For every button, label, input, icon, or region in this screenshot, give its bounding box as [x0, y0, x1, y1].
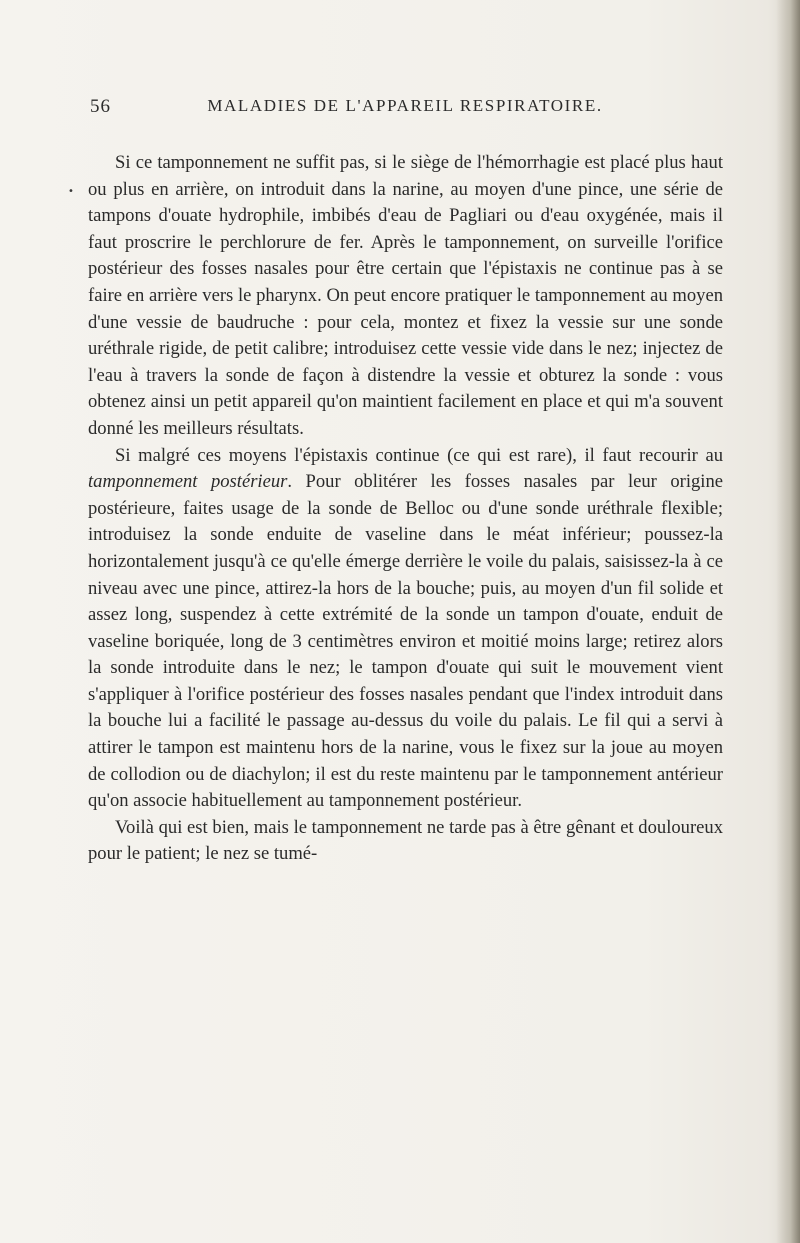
body-text: [88, 150, 723, 868]
paragraph-1: [88, 150, 723, 443]
page-number: 56: [90, 96, 111, 117]
paragraph-1-text: Si ce tamponnement ne suffit pas, si le siège de l'hémorrhagie est placé plus haut ou plus en arrière, on introduit dans la narine, au moyen d'une pince, une série de tampons d'ouate hydrophile, imbibés d'eau de Pagliari ou d'eau oxygénée, mais il faut proscrire le perchlorure de fer. Après le tamponnement, on surveille l'orifice postérieur des fosses nasales pour être certain que l'épistaxis ne continue pas à se faire en arrière vers le pharynx. On peut encore pratiquer le tamponnement au moyen d'une vessie de baudruche : pour cela, montez et fixez la vessie sur une sonde uréthrale rigide, de petit calibre; introduisez cette vessie vide dans le nez; injectez de l'eau à travers la sonde de façon à distendre la vessie et obturez la sonde : vous obtenez ainsi un petit appareil qu'on maintient facilement en place et qui m'a souvent donné les meilleurs résultats.: [88, 152, 723, 439]
page-edge-shadow: [776, 0, 800, 1243]
paragraph-2-text-start: Si malgré ces moyens l'épistaxis continue (ce qui est rare), il faut recourir au: [115, 444, 723, 466]
paragraph-3-text: Voilà qui est bien, mais le tamponnement ne tarde pas à être gênant et douloureux pour le patient; le nez se tumé-: [88, 816, 723, 865]
paragraph-2-text-end: . Pour oblitérer les fosses nasales par leur origine postérieure, faites usage de la sonde de Belloc ou d'une sonde uréthrale flexible; introduisez la sonde enduite de vaseline dans le méat inférieur; poussez-la horizontalement jusqu'à ce qu'elle émerge derrière le voile du palais, saisissez-la à ce niveau avec une pince, attirez-la hors de la bouche; puis, au moyen d'un fil solide et assez long, suspendez à cette extrémité de la sonde un tampon d'ouate, enduit de vaseline boriquée, long de 3 centimètres environ et moitié moins large; retirez alors la sonde introduite dans le nez; le tampon d'ouate qui suit le mouvement vient s'appliquer à l'orifice postérieur des fosses nasales pendant que l'index introduit dans la bouche lui a facilité le passage au-dessus du voile du palais. Le fil qui a servi à attirer le tampon est maintenu hors de la narine, vous le fixez sur la joue au moyen de collodion ou de diachylon; il est du reste maintenu par le tamponnement antérieur qu'on associe habituellement au tamponnement postérieur.: [88, 471, 724, 812]
paragraph-2: [88, 443, 723, 815]
running-header: [90, 96, 720, 126]
header-title: MALADIES DE L'APPAREIL RESPIRATOIRE.: [207, 96, 603, 115]
margin-mark: •: [68, 186, 74, 197]
paragraph-2-emphasis: tamponnement postérieur: [88, 471, 288, 493]
paragraph-3: [88, 815, 723, 868]
